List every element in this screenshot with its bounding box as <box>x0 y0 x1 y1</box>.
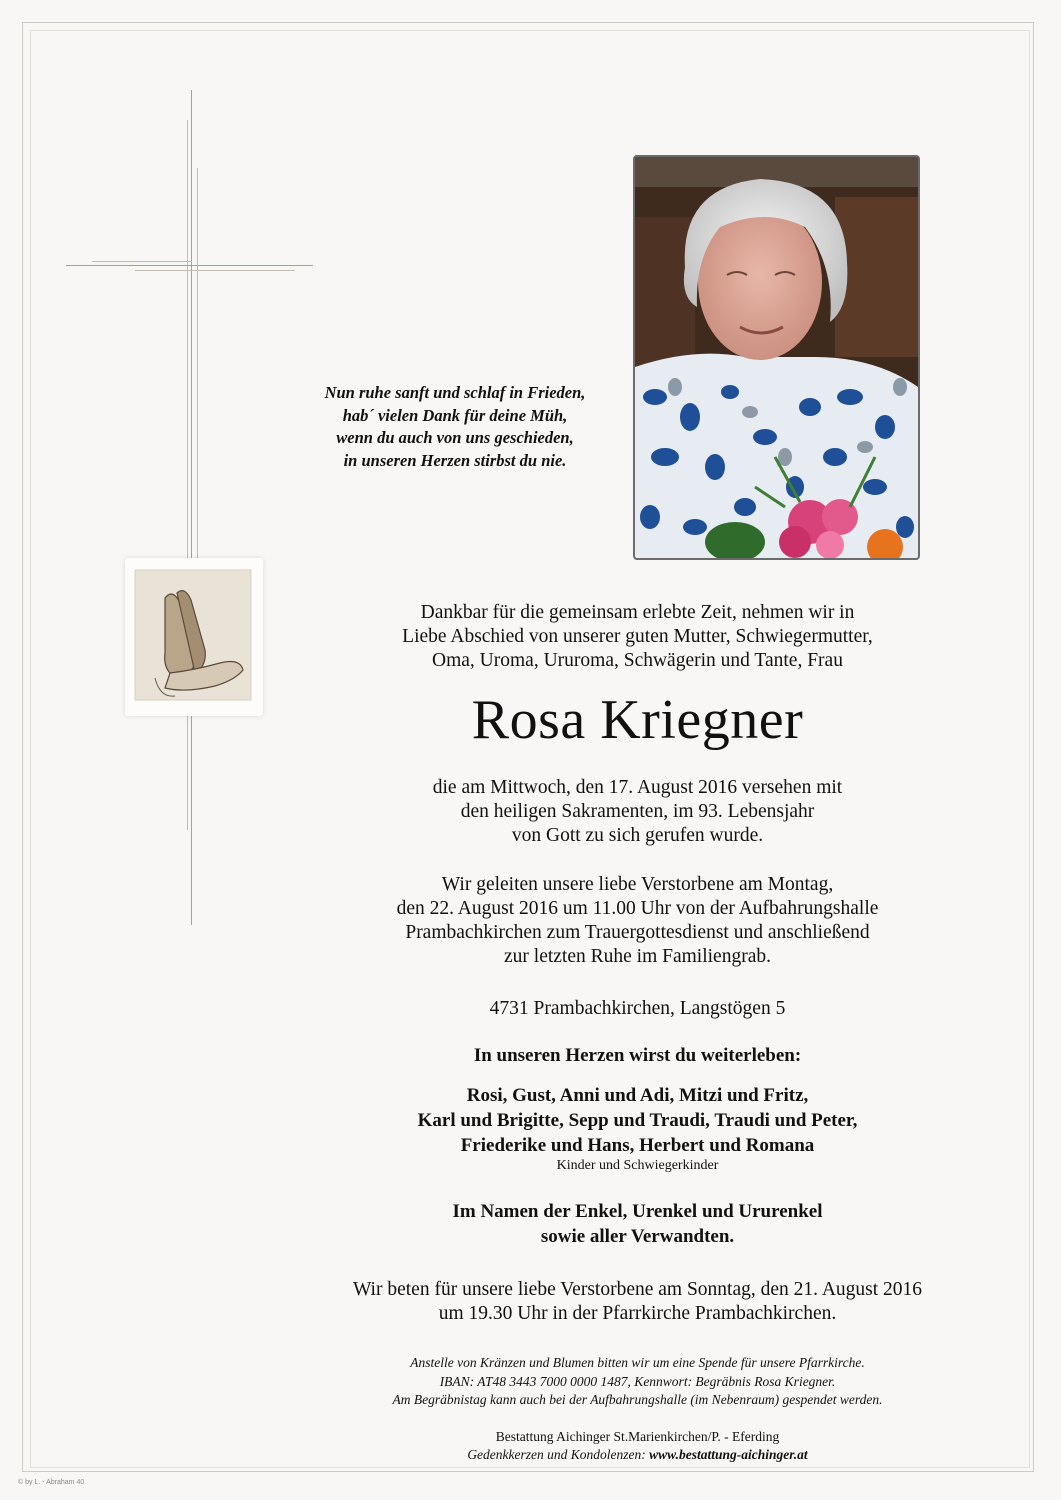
death-notice-line: die am Mittwoch, den 17. August 2016 versehen mit <box>432 777 843 798</box>
condolence-line <box>300 1446 975 1464</box>
donation-line: Anstelle von Kränzen und Blumen bitten wir um eine Spende für unsere Pfarrkirche. <box>410 1355 865 1370</box>
donation-line: IBAN: AT48 3443 7000 0000 1487, Kennwort: Begräbnis Rosa Kriegner. <box>439 1373 836 1389</box>
prayer-line: um 19.30 Uhr in der Pfarrkirche Prambachkirchen. <box>438 1303 837 1324</box>
relatives <box>300 1199 975 1249</box>
verse-line: Nun ruhe sanft und schlaf in Frieden, <box>324 383 586 402</box>
copyright: © by L. - Abraham 40 <box>18 1479 85 1486</box>
prayer-line: Wir beten für unsere liebe Verstorbene am Sonntag, den 21. August 2016 <box>352 1279 923 1300</box>
family-line: Rosi, Gust, Anni und Adi, Mitzi und Fritz, <box>466 1085 809 1106</box>
death-notice-line: den heiligen Sakramenten, im 93. Lebensjahr <box>460 801 815 822</box>
intro-line: Liebe Abschied von unserer guten Mutter, Schwiegermutter, <box>402 626 873 647</box>
funeral-line: zur letzten Ruhe im Familiengrab. <box>504 946 771 967</box>
family-list <box>300 1083 975 1158</box>
death-notice <box>300 776 975 848</box>
funeral-line: den 22. August 2016 um 11.00 Uhr von der Aufbahrungshalle <box>396 898 879 919</box>
family-line: Friederike und Hans, Herbert und Romana <box>460 1135 815 1156</box>
donation-line: Am Begräbnistag kann auch bei der Aufbahrungshalle (im Nebenraum) gespendet werden. <box>392 1392 883 1407</box>
condolence-url[interactable]: www.bestattung-aichinger.at <box>649 1447 808 1462</box>
portrait-photo <box>633 155 920 560</box>
verse-line: wenn du auch von uns geschieden, <box>336 428 574 447</box>
footer <box>300 1428 975 1464</box>
funeral-line: Prambachkirchen zum Trauergottesdienst und anschließend <box>405 922 870 943</box>
funeral-info <box>300 873 975 969</box>
intro-text <box>300 601 975 673</box>
intro-line: Dankbar für die gemeinsam erlebte Zeit, nehmen wir in <box>420 602 855 623</box>
praying-hands-image <box>125 558 263 716</box>
verse-line: in unseren Herzen stirbst du nie. <box>343 450 567 470</box>
family-line: Karl und Brigitte, Sepp und Traudi, Traudi und Peter, <box>417 1110 858 1131</box>
donation-note <box>300 1354 975 1410</box>
undertaker: Bestattung Aichinger St.Marienkirchen/P. - Eferding <box>495 1429 780 1444</box>
funeral-line: Wir geleiten unsere liebe Verstorbene am Montag, <box>441 874 834 895</box>
condolence-label: Gedenkkerzen und Kondolenzen: <box>467 1447 650 1462</box>
family-role: Kinder und Schwiegerkinder <box>556 1158 719 1173</box>
death-notice-line: von Gott zu sich gerufen wurde. <box>511 825 764 846</box>
memorial-verse <box>280 382 630 472</box>
heart-heading: In unseren Herzen wirst du weiterleben: <box>473 1045 802 1066</box>
intro-line: Oma, Uroma, Ururoma, Schwägerin und Tante, Frau <box>432 650 843 671</box>
prayer-info <box>300 1278 975 1326</box>
relatives-line: sowie aller Verwandten. <box>540 1226 735 1247</box>
verse-line: hab´ vielen Dank für deine Müh, <box>342 405 568 425</box>
deceased-name: Rosa Kriegner <box>471 689 804 751</box>
relatives-line: Im Namen der Enkel, Urenkel und Ururenkel <box>452 1201 823 1222</box>
address: 4731 Prambachkirchen, Langstögen 5 <box>489 998 786 1019</box>
